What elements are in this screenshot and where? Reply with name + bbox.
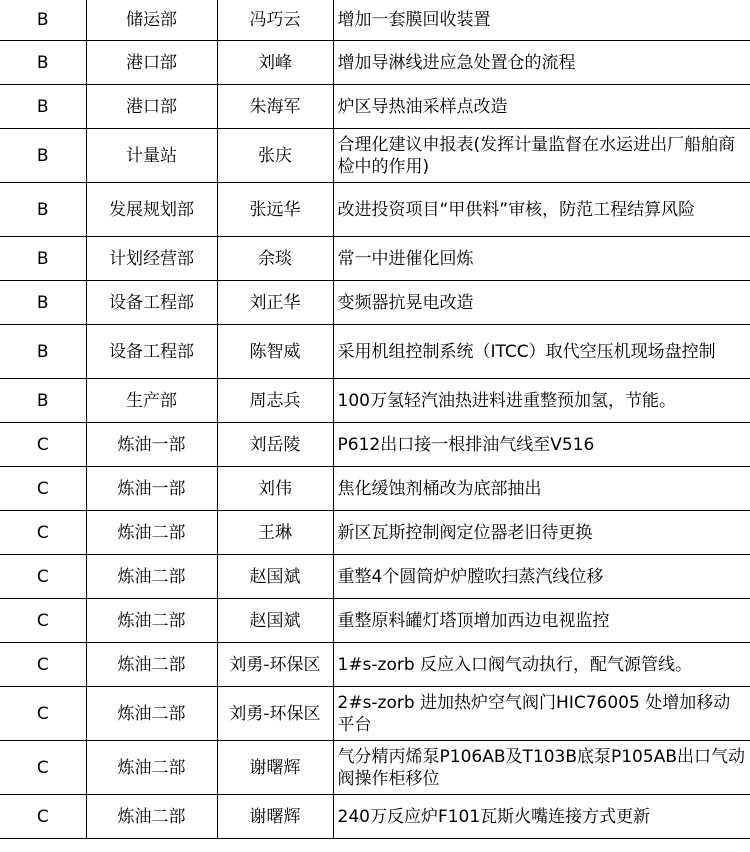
content-cell: P612出口接一根排油气线至V516	[333, 423, 750, 467]
grade-cell: C	[0, 795, 86, 839]
grade-cell: C	[0, 511, 86, 555]
grade-cell: C	[0, 741, 86, 795]
table-row	[0, 599, 750, 643]
person-cell: 朱海军	[217, 85, 333, 129]
table-row	[0, 555, 750, 599]
table-row	[0, 183, 750, 237]
content-cell: 1#s-zorb 反应入口阀气动执行，配气源管线。	[333, 643, 750, 687]
content-cell: 240万反应炉F101瓦斯火嘴连接方式更新	[333, 795, 750, 839]
grade-cell: B	[0, 85, 86, 129]
table-row	[0, 379, 750, 423]
grade-cell: B	[0, 237, 86, 281]
person-cell: 刘峰	[217, 41, 333, 85]
table-row	[0, 795, 750, 839]
dept-cell: 设备工程部	[86, 325, 217, 379]
table-row	[0, 85, 750, 129]
content-cell: 合理化建议申报表(发挥计量监督在水运进出厂船舶商检中的作用)	[333, 129, 750, 183]
grade-cell: B	[0, 41, 86, 85]
table-row	[0, 129, 750, 183]
content-cell: 重整原料罐灯塔顶增加西边电视监控	[333, 599, 750, 643]
table-row	[0, 325, 750, 379]
grade-cell: C	[0, 599, 86, 643]
dept-cell: 设备工程部	[86, 281, 217, 325]
dept-cell: 港口部	[86, 85, 217, 129]
table-row	[0, 423, 750, 467]
dept-cell: 炼油二部	[86, 741, 217, 795]
table-row	[0, 511, 750, 555]
person-cell: 刘勇-环保区	[217, 687, 333, 741]
content-cell: 炉区导热油采样点改造	[333, 85, 750, 129]
person-cell: 刘岳陵	[217, 423, 333, 467]
dept-cell: 生产部	[86, 379, 217, 423]
content-cell: 焦化缓蚀剂桶改为底部抽出	[333, 467, 750, 511]
grade-cell: B	[0, 129, 86, 183]
table-row	[0, 467, 750, 511]
content-cell: 变频器抗晃电改造	[333, 281, 750, 325]
dept-cell: 计量站	[86, 129, 217, 183]
content-cell: 增加导淋线进应急处置仓的流程	[333, 41, 750, 85]
content-cell: 2#s-zorb 进加热炉空气阀门HIC76005 处增加移动平台	[333, 687, 750, 741]
table-row	[0, 281, 750, 325]
content-cell: 气分精丙烯泵P106AB及T103B底泵P105AB出口气动阀操作柜移位	[333, 741, 750, 795]
person-cell: 王琳	[217, 511, 333, 555]
dept-cell: 炼油二部	[86, 511, 217, 555]
grade-cell: C	[0, 423, 86, 467]
grade-cell: B	[0, 325, 86, 379]
table-row	[0, 687, 750, 741]
table-row	[0, 41, 750, 85]
person-cell: 谢曙辉	[217, 795, 333, 839]
grade-cell: B	[0, 183, 86, 237]
person-cell: 赵国斌	[217, 555, 333, 599]
grade-cell: C	[0, 555, 86, 599]
dept-cell: 港口部	[86, 41, 217, 85]
dept-cell: 炼油二部	[86, 687, 217, 741]
grade-cell: C	[0, 467, 86, 511]
grade-cell: B	[0, 379, 86, 423]
content-cell: 100万氢轻汽油热进料进重整预加氢，节能。	[333, 379, 750, 423]
table-row	[0, 0, 750, 41]
table-row	[0, 237, 750, 281]
content-cell: 改进投资项目“甲供料”审核，防范工程结算风险	[333, 183, 750, 237]
person-cell: 冯巧云	[217, 0, 333, 41]
person-cell: 刘正华	[217, 281, 333, 325]
content-cell: 常一中进催化回炼	[333, 237, 750, 281]
dept-cell: 炼油二部	[86, 643, 217, 687]
dept-cell: 炼油二部	[86, 599, 217, 643]
person-cell: 周志兵	[217, 379, 333, 423]
dept-cell: 炼油二部	[86, 555, 217, 599]
person-cell: 赵国斌	[217, 599, 333, 643]
grade-cell: B	[0, 0, 86, 41]
content-cell: 重整4个圆筒炉炉膛吹扫蒸汽线位移	[333, 555, 750, 599]
dept-cell: 炼油一部	[86, 423, 217, 467]
grade-cell: C	[0, 687, 86, 741]
person-cell: 刘伟	[217, 467, 333, 511]
dept-cell: 储运部	[86, 0, 217, 41]
grade-cell: B	[0, 281, 86, 325]
table-row	[0, 643, 750, 687]
content-cell: 增加一套膜回收装置	[333, 0, 750, 41]
person-cell: 刘勇-环保区	[217, 643, 333, 687]
person-cell: 张庆	[217, 129, 333, 183]
person-cell: 谢曙辉	[217, 741, 333, 795]
dept-cell: 发展规划部	[86, 183, 217, 237]
content-cell: 新区瓦斯控制阀定位器老旧待更换	[333, 511, 750, 555]
person-cell: 余琰	[217, 237, 333, 281]
dept-cell: 炼油一部	[86, 467, 217, 511]
person-cell: 张远华	[217, 183, 333, 237]
table-row	[0, 741, 750, 795]
dept-cell: 计划经营部	[86, 237, 217, 281]
content-cell: 采用机组控制系统（ITCC）取代空压机现场盘控制	[333, 325, 750, 379]
person-cell: 陈智威	[217, 325, 333, 379]
grade-cell: C	[0, 643, 86, 687]
dept-cell: 炼油二部	[86, 795, 217, 839]
